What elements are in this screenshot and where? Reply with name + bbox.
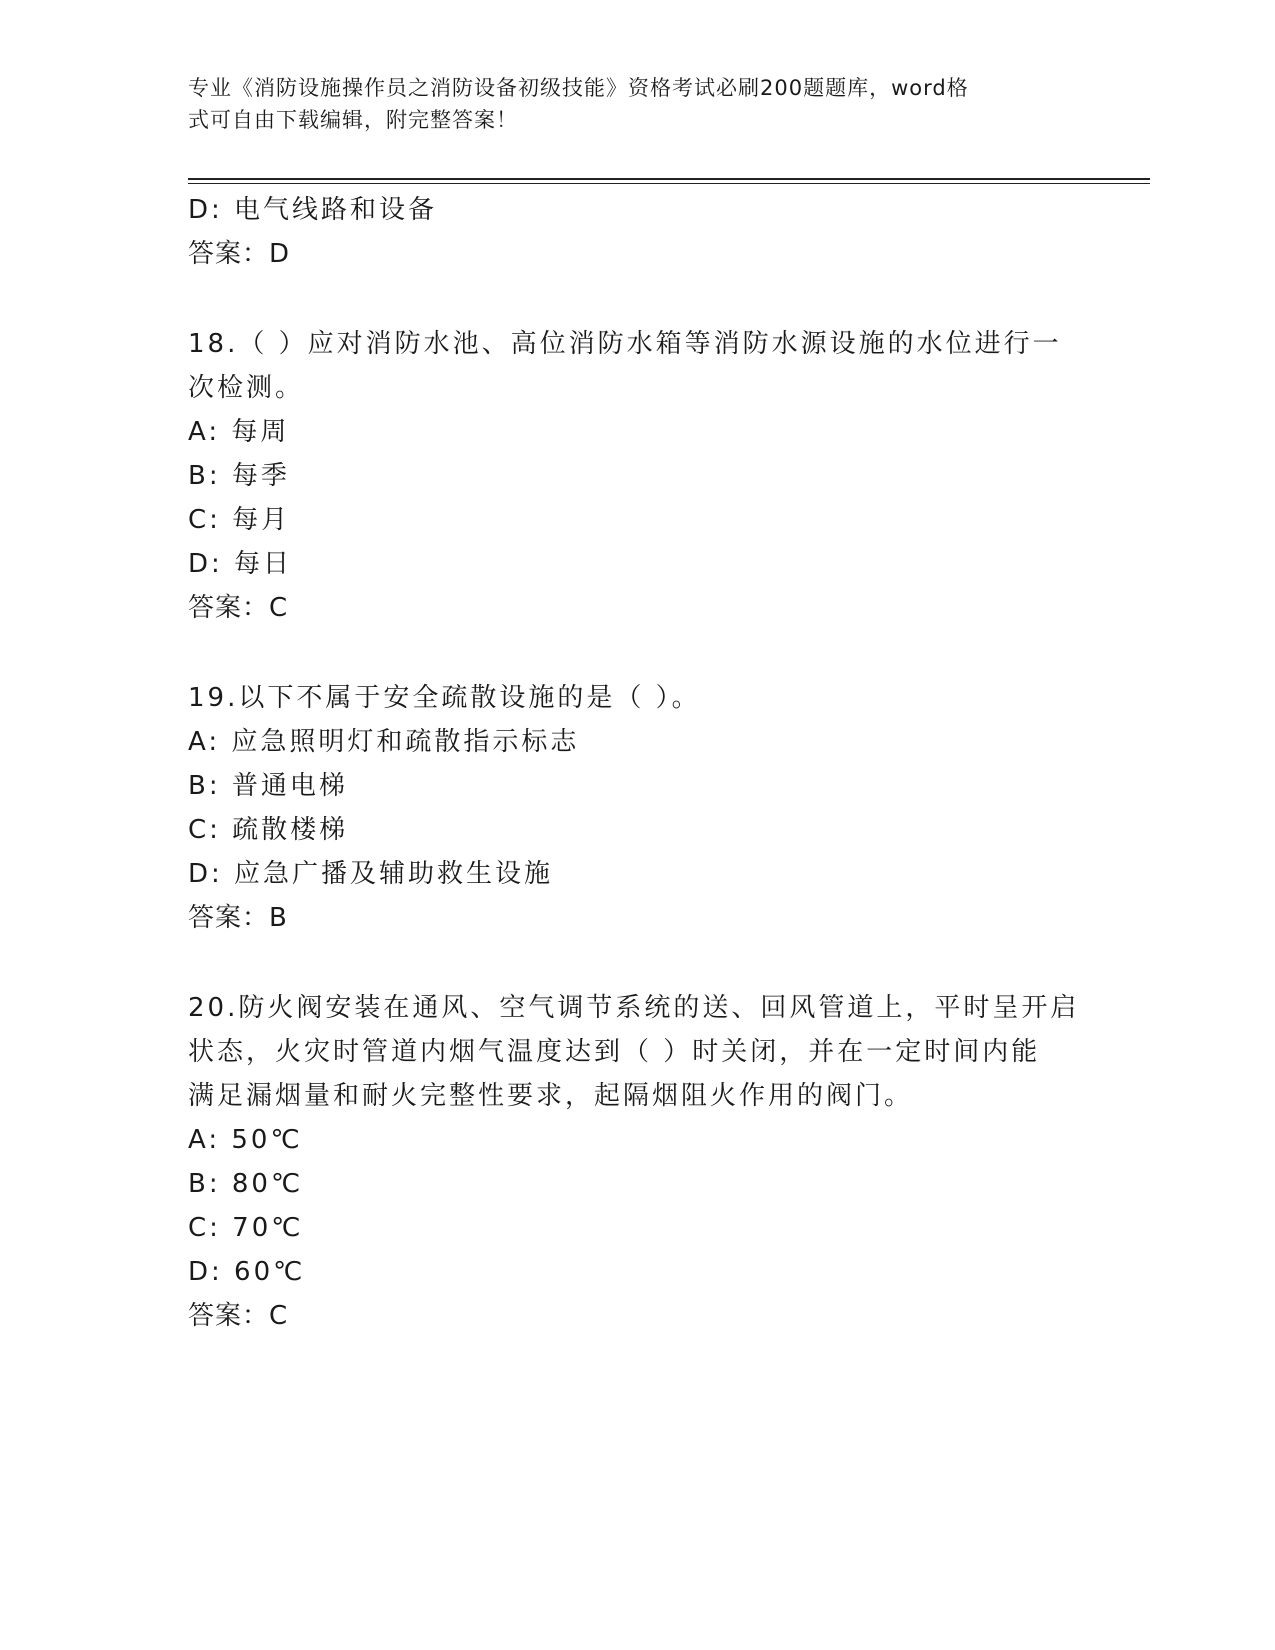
header-text [188, 72, 1068, 136]
q18-option-a: A: 每周 [188, 417, 290, 447]
q18-option-b: B: 每季 [188, 461, 290, 491]
q20-option-a: A: 50℃ [188, 1125, 303, 1155]
q18-stem-line-2: 次检测。 [188, 373, 305, 403]
q18-stem-line-1: 18.（ ）应对消防水池、高位消防水箱等消防水源设施的水位进行一 [188, 329, 1062, 359]
q20-stem-line-3: 满足漏烟量和耐火完整性要求，起隔烟阻火作用的阀门。 [188, 1081, 914, 1111]
q20-stem-line-1: 20.防火阀安装在通风、空气调节系统的送、回风管道上，平时呈开启 [188, 993, 1080, 1023]
q19-option-a: A: 应急照明灯和疏散指示标志 [188, 727, 580, 757]
q20-option-c: C: 70℃ [188, 1213, 304, 1243]
header-line-1: 专业《消防设施操作员之消防设备初级技能》资格考试必刷200题题库，word格 [188, 76, 969, 100]
header-divider-thick [188, 178, 1150, 180]
q18-option-c: C: 每月 [188, 505, 291, 535]
q19-option-d: D: 应急广播及辅助救生设施 [188, 859, 554, 889]
q18-answer: 答案：C [188, 593, 289, 623]
q20-option-d: D: 60℃ [188, 1257, 306, 1287]
q18-option-d: D: 每日 [188, 549, 293, 579]
q17-option-d: D: 电气线路和设备 [188, 195, 438, 225]
q20-stem-line-2: 状态，火灾时管道内烟气温度达到（ ）时关闭，并在一定时间内能 [188, 1037, 1041, 1067]
q17-answer: 答案：D [188, 239, 291, 269]
q19-stem-line-1: 19.以下不属于安全疏散设施的是（ ）。 [188, 683, 701, 713]
q19-option-b: B: 普通电梯 [188, 771, 348, 801]
q19-option-c: C: 疏散楼梯 [188, 815, 349, 845]
header-line-2: 式可自由下载编辑，附完整答案！ [188, 108, 518, 132]
q19-answer: 答案：B [188, 903, 288, 933]
header-divider-thin [188, 183, 1150, 184]
q20-option-b: B: 80℃ [188, 1169, 304, 1199]
q20-answer: 答案：C [188, 1301, 289, 1331]
